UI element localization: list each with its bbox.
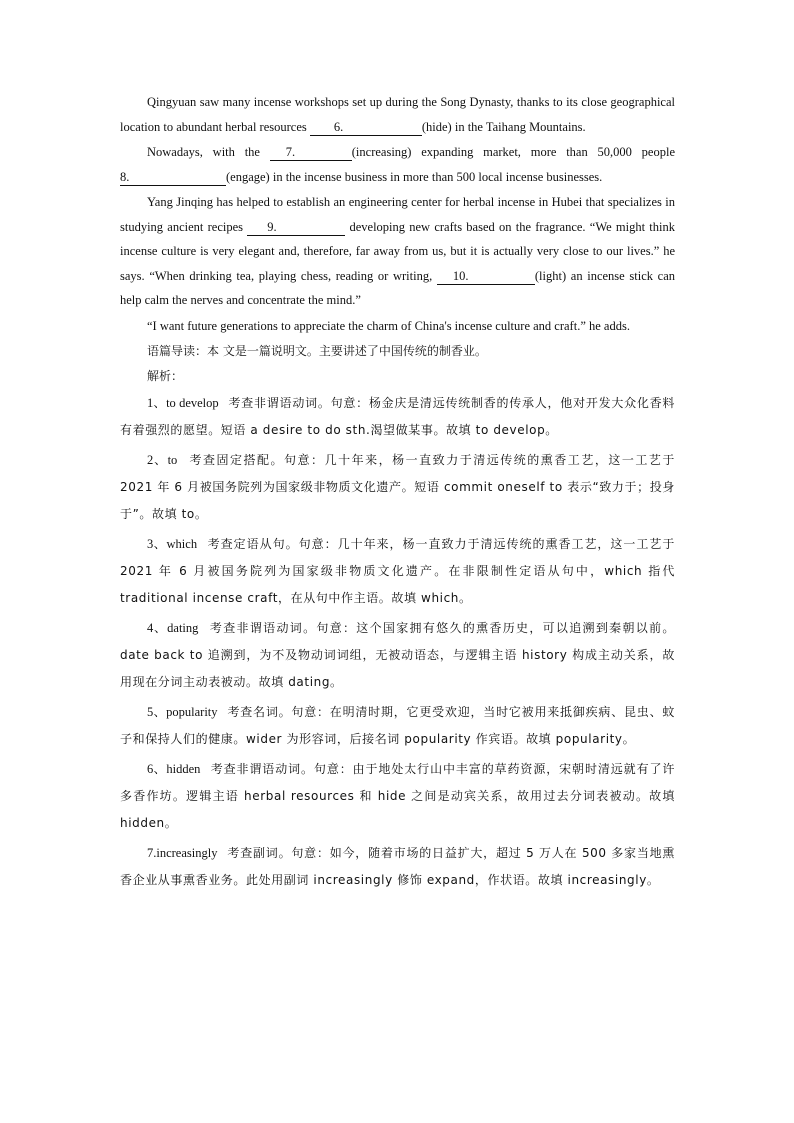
answer-item [120,447,675,528]
blank-6 [310,119,422,136]
passage-text: Qingyuan saw many incense workshops set up during the Song Dynasty, thanks to its close geographical location to abundant herbal resources [120,95,675,134]
answer-explanation: 考查非谓语动词。句意：杨金庆是清远传统制香的传承人，他对开发大众化香料有着强烈的愿望。短语 a desire to do sth.渴望做某事。故填 to develop。 [120,396,675,437]
answer-item [120,615,675,696]
answer-item [120,699,675,753]
answer-explanation: 考查非谓语动词。句意：这个国家拥有悠久的熏香历史，可以追溯到秦朝以前。date back to 追溯到，为不及物动词词组，无被动语态，与逻辑主语 history 构成主动关系，故用现在分词主动表被动。故填 dating。 [120,621,675,689]
answer-number: 1、to develop [147,396,219,410]
passage-text: Yang Jinqing has helped to establish an engineering center for herbal incense in Hubei that specializes in studying ancient recipes [120,195,675,234]
passage-text: developing new crafts based on the fragrance. “We might think incense culture is very elegant and, therefore, far away from us, but it is actually very close to our lives.” he says. “When drinking tea, playing chess, reading or writing, [120,219,676,283]
blank-number: 6. [333,119,344,134]
answer-number: 7.increasingly [147,846,218,860]
passage-paragraph-1 [120,90,675,139]
passage-text: Nowadays, with the [147,145,270,159]
blank-7 [270,144,352,161]
passage-paragraph-3 [120,190,675,313]
blank-number: 8. [120,169,130,184]
blank-10 [437,268,535,285]
answer-number: 6、hidden [147,762,201,776]
blank-number: 10. [452,268,469,283]
answer-number: 2、to [147,453,178,467]
blank-8 [120,169,226,186]
passage-paragraph-2 [120,140,675,189]
answer-explanation: 考查名词。句意：在明清时期，它更受欢迎，当时它被用来抵御疾病、昆虫、蚊子和保持人们的健康。wider 为形容词，后接名词 popularity 作宾语。故填 popularity。 [120,705,675,746]
answer-explanation: 考查非谓语动词。句意：由于地处太行山中丰富的草药资源，宋朝时清远就有了许多香作坊。逻辑主语 herbal resources 和 hide 之间是动宾关系，故用过去分词表被动。故填 hidden。 [120,762,675,830]
passage-text: (light) an incense stick can help calm the nerves and concentrate the mind.” [120,268,675,307]
passage-text: (hide) in the Taihang Mountains. [421,119,586,134]
answer-item [120,531,675,612]
reading-guide: 语篇导读：本 文是一篇说明文。主要讲述了中国传统的制香业。 [147,344,487,358]
answer-explanation: 考查副词。句意：如今，随着市场的日益扩大，超过 5 万人在 500 多家当地熏香企业从事熏香业务。此处用副词 increasingly 修饰 expand，作状语。故填 increasingly。 [120,846,676,887]
blank-9 [247,219,345,236]
answer-explanation: 考查固定搭配。句意：几十年来，杨一直致力于清远传统的熏香工艺，这一工艺于 2021 年 6 月被国务院列为国家级非物质文化遗产。短语 commit oneself to 表示“致力于；投身于”。故填 to。 [120,453,676,521]
answer-item [120,390,675,444]
answer-number: 3、which [147,537,198,551]
document-page [120,90,675,897]
answer-number: 4、dating [147,621,199,635]
passage-paragraph-4: “I want future generations to appreciate the charm of China's incense culture and craft.” he adds. [147,318,630,333]
blank-number: 9. [267,219,277,234]
answer-number: 5、popularity [147,705,218,719]
blank-number: 7. [285,145,296,159]
answer-item [120,756,675,837]
answer-list [120,390,675,894]
analysis-label: 解析： [147,368,184,383]
passage-text: (engage) in the incense business in more than 500 local incense businesses. [226,169,603,184]
answer-item [120,840,675,894]
passage-text: (increasing) expanding market, more than 50,000 people [351,145,675,159]
answer-explanation: 考查定语从句。句意：几十年来，杨一直致力于清远传统的熏香工艺，这一工艺于 2021 年 6 月被国务院列为国家级非物质文化遗产。在非限制性定语从句中，which 指代 traditional incense craft，在从句中作主语。故填 which。 [120,537,675,605]
